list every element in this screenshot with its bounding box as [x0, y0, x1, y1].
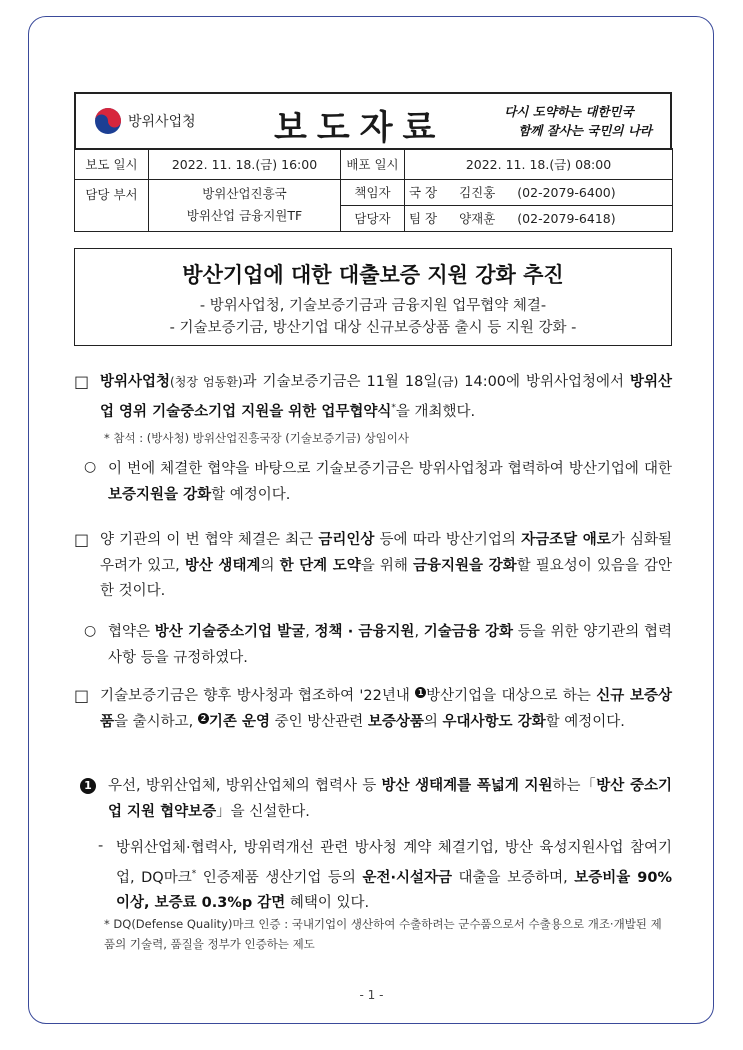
chief-label: 책임자 — [341, 179, 405, 205]
note-1: * 참석 : (방사청) 방위산업진흥국장 (기술보증기금) 상임이사 — [104, 431, 410, 445]
p5-number-1: 1 — [415, 687, 426, 698]
p3-text-1: 양 기관의 이 번 협약 체결은 최근 — [100, 532, 319, 548]
p6-text-1: 우선, 방위산업체, 방위산업체의 협력사 등 — [108, 778, 382, 794]
report-date-label: 보도 일시 — [75, 149, 149, 179]
paragraph-2 — [108, 457, 672, 508]
p5-bold-4: 우대사항도 강화 — [442, 713, 546, 730]
dept-line-2: 방위산업 금융지원TF — [186, 208, 303, 223]
chief-name: 김진홍 — [459, 185, 496, 200]
p7-text-3: 대출을 보증하며, — [452, 869, 575, 886]
p3-bold-1: 금리인상 — [318, 532, 375, 548]
p3-bold-2: 자금조달 애로 — [521, 532, 611, 548]
government-slogan — [504, 102, 652, 140]
p3-text-5: 을 위해 — [360, 557, 413, 574]
p6-bold-2: 방산 중소기업 지원 협약보증 — [108, 778, 672, 820]
staff-contact — [405, 205, 673, 231]
p2-text-2: 할 예정이다. — [211, 486, 291, 503]
p1-text-5: 을 개최했다. — [395, 403, 476, 420]
chief-phone: (02-2079-6400) — [517, 185, 616, 200]
dist-date-label: 배포 일시 — [341, 149, 405, 179]
numbered-bullet-1: 1 — [80, 778, 96, 794]
p6-text-3: 」을 신설한다. — [216, 803, 310, 820]
staff-phone: (02-2079-6418) — [517, 211, 616, 226]
p7-text-2: 인증제품 생산기업 등의 — [196, 869, 363, 886]
p5-text-6: 할 예정이다. — [545, 713, 625, 730]
p5-number-2: 2 — [198, 713, 209, 724]
dist-date-value: 2022. 11. 18.(금) 08:00 — [405, 149, 673, 179]
staff-label: 담당자 — [341, 205, 405, 231]
headline-box — [74, 248, 672, 346]
p3-text-2: 등에 따라 방산기업의 — [374, 532, 522, 548]
p5-bold-1: 신규 보증상품 — [100, 688, 672, 730]
p6-bold-1: 방산 생태계를 폭넓게 지원 — [381, 778, 553, 794]
p3-bold-5: 금융지원을 강화 — [412, 557, 517, 574]
p7-text-1: 방위산업체·협력사, 방위력개선 관련 방사청 계약 체결기업, 방산 육성지원사업 참여기업, DQ마크 — [116, 840, 672, 886]
paragraph-7 — [116, 836, 672, 916]
p3-text-3: 가 심화될 우려가 있고, — [100, 532, 673, 574]
p1-bold-1: 방위사업청 — [100, 374, 171, 390]
circle-bullet: ○ — [84, 623, 97, 639]
press-header — [74, 92, 672, 148]
square-bullet: □ — [74, 686, 90, 705]
dash-bullet: - — [98, 838, 104, 854]
slogan-line-2: 함께 잘사는 국민의 나라 — [518, 123, 652, 138]
p5-bold-3: 보증상품 — [367, 713, 424, 730]
staff-position: 팀 장 — [409, 211, 438, 226]
p3-text-6: 할 필요성이 있음을 감안한 것이다. — [100, 557, 672, 599]
press-release-title: 보도자료 — [274, 108, 446, 148]
p2-text-1: 이 번에 체결한 협약을 바탕으로 기술보증기금은 방위사업청과 협력하여 방산기업에 대한 — [108, 461, 672, 477]
p1-bold-2: 방위산업 영위 기술중소기업 지원을 위한 업무협약식 — [100, 374, 672, 420]
chief-position: 국 장 — [409, 185, 438, 200]
square-bullet: □ — [74, 372, 90, 391]
subtitle-1: - 방위사업청, 기술보증기금과 금융지원 업무협약 체결- — [199, 298, 547, 314]
note-2: * DQ(Defense Quality)마크 인증 : 국내기업이 생산하여 수출하려는 군수품으로서 수출용으로 개조·개발된 제품의 기술력, 품질을 정부가 인증하는 제도 — [104, 917, 662, 951]
report-date-value: 2022. 11. 18.(금) 16:00 — [149, 149, 341, 179]
p5-text-5: 의 — [423, 713, 443, 730]
paragraph-1 — [100, 370, 672, 425]
paragraph-5 — [100, 684, 672, 735]
taegeuk-logo-icon — [94, 107, 122, 135]
dept-line-1: 방위산업진흥국 — [202, 186, 287, 201]
org-logo — [94, 107, 196, 135]
dept-value — [149, 179, 341, 231]
p4-text-1: 협약은 — [108, 624, 155, 640]
p1-text-2: 과 기술보증기금은 11월 18일 — [242, 374, 438, 390]
slogan-line-1: 다시 도약하는 대한민국 — [504, 104, 634, 119]
p4-text-4: 등을 위한 양기관의 협력 사항 등을 규정하였다. — [108, 624, 673, 666]
paragraph-6 — [108, 774, 672, 825]
p7-star: * — [191, 868, 197, 879]
p6-text-2: 하는「 — [552, 778, 597, 794]
main-title: 방산기업에 대한 대출보증 지원 강화 추진 — [182, 263, 564, 287]
paragraph-3 — [100, 528, 672, 605]
p7-bold-1: 운전·시설자금 — [362, 869, 453, 886]
p1-text-3: (금) — [437, 375, 459, 389]
chief-contact — [405, 179, 673, 205]
p3-text-4: 의 — [260, 557, 280, 574]
p2-bold-1: 보증지원을 강화 — [108, 486, 212, 503]
p7-text-4: 혜택이 있다. — [285, 894, 370, 911]
p1-text-1: (청장 엄동환) — [170, 375, 243, 389]
subtitle-2: - 기술보증기금, 방산기업 대상 신규보증상품 출시 등 지원 강화 - — [169, 320, 577, 336]
paragraph-4 — [108, 620, 672, 671]
p3-bold-3: 방산 생태계 — [184, 557, 261, 574]
p3-bold-4: 한 단계 도약 — [279, 557, 361, 574]
p1-star: * — [391, 402, 396, 413]
p5-text-4: 중인 방산관련 — [269, 713, 368, 730]
release-info-table — [74, 148, 673, 232]
square-bullet: □ — [74, 530, 90, 549]
p5-text-1: 기술보증기금은 향후 방사청과 협조하여 '22년내 — [100, 688, 416, 704]
circle-bullet: ○ — [84, 459, 97, 475]
org-name: 방위사업청 — [128, 114, 196, 130]
p4-text-3: , — [414, 624, 424, 640]
p5-text-3: 을 출시하고, — [114, 713, 198, 730]
page-number: - 1 - — [359, 988, 384, 1002]
p4-bold-2: 정책 · 금융지원 — [314, 624, 415, 640]
p4-text-2: , — [305, 624, 315, 640]
p7-bold-2: 보증비율 90% 이상, 보증료 0.3%p 감면 — [116, 869, 672, 911]
p4-bold-1: 방산 기술중소기업 발굴 — [154, 624, 306, 640]
p4-bold-3: 기술금융 강화 — [423, 624, 513, 640]
dept-label: 담당 부서 — [75, 179, 149, 231]
staff-name: 양재훈 — [459, 211, 496, 226]
p5-bold-2: 기존 운영 — [208, 713, 270, 730]
p1-text-4: 14:00에 방위사업청에서 — [458, 374, 630, 390]
p5-text-2: 방산기업을 대상으로 하는 — [426, 688, 597, 704]
